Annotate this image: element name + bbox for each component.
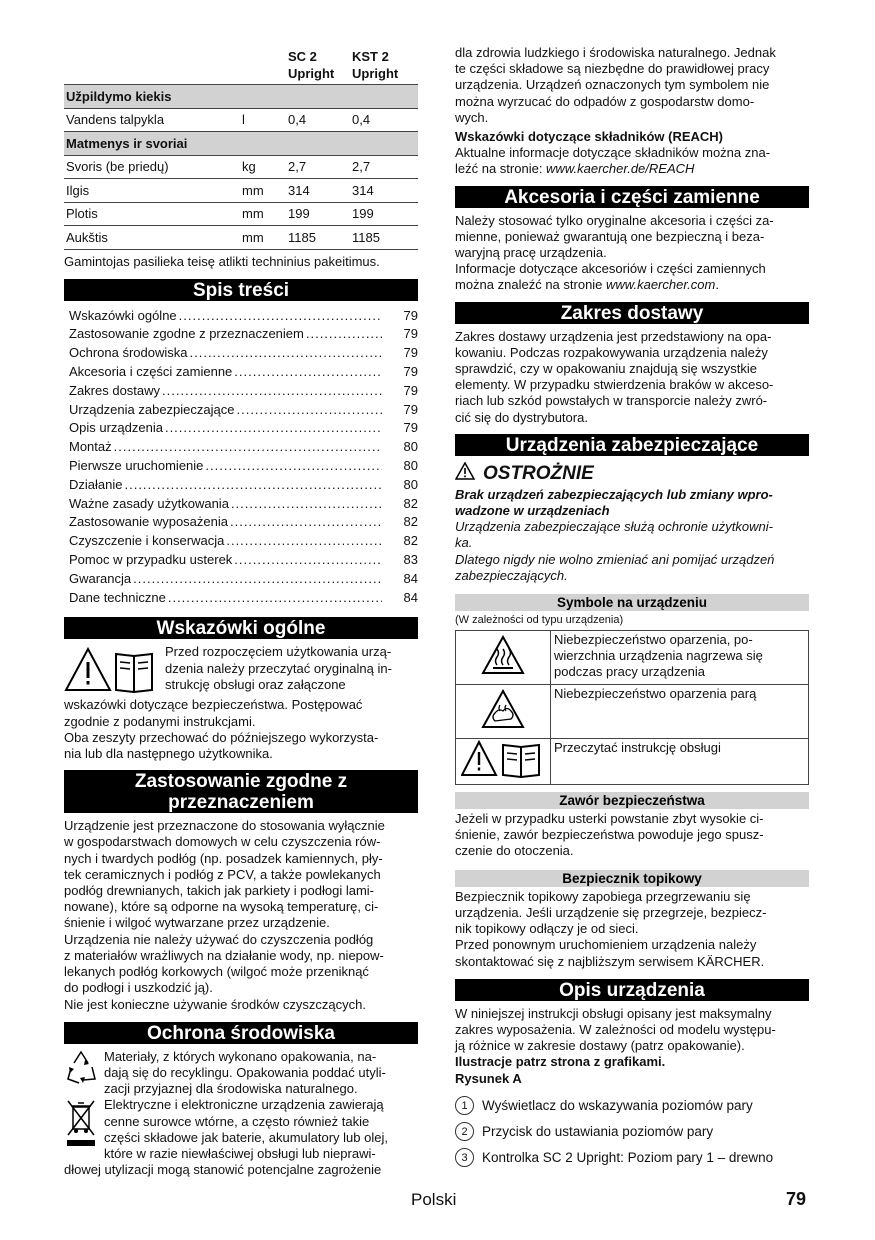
number-circle: 1 bbox=[455, 1096, 474, 1115]
toc-item-title: Ważne zasady użytkowania bbox=[69, 495, 229, 511]
toc-item-title: Zastosowanie zgodne z przeznaczeniem bbox=[69, 326, 304, 342]
table-group-row: Užpildymo kiekis bbox=[64, 85, 418, 109]
toc-item-title: Wskazówki ogólne bbox=[69, 307, 177, 323]
toc-item-title: Montaż bbox=[69, 439, 112, 455]
warning-manual-icon bbox=[64, 646, 159, 697]
text-line: lekanych podłóg korkowych (wilgoć może przeniknąć bbox=[64, 964, 369, 980]
page-number: 79 bbox=[786, 1189, 807, 1209]
environment-continued-text: dla zdrowia ludzkiego i środowiska naturalnego. Jednak te części składowe są niezbędne do prawidłowej pracy urządzenia. Urządzeń oznaczonych tym symbolem nie można wyrzucać do odpadów z gospodarstw domo- wych. Wskazówki dotyczące składników (REACH) Aktualne informacje dotyczące składników można zna- leźć na stronie: www.kaercher.de/REACH bbox=[455, 45, 809, 178]
symbols-table bbox=[455, 630, 809, 785]
table-of-contents bbox=[64, 306, 418, 607]
toc-item-title: Zastosowanie wyposażenia bbox=[69, 514, 228, 530]
section-title-accessories: Akcesoria i części zamienne bbox=[455, 186, 809, 208]
table-row: Przeczytać instrukcję obsługi bbox=[456, 739, 809, 785]
toc-leader-dots bbox=[226, 533, 382, 548]
toc-item-page: 79 bbox=[403, 382, 418, 398]
toc-item-title: Pierwsze uruchomienie bbox=[69, 457, 204, 473]
toc-leader-dots bbox=[179, 308, 382, 323]
text-line: Nie jest konieczne używanie środków czyszczących. bbox=[64, 996, 367, 1012]
technical-data-table bbox=[64, 45, 418, 250]
right-column bbox=[455, 45, 809, 1171]
toc-leader-dots bbox=[162, 383, 382, 398]
table-row: Plotis mm 199 199 bbox=[64, 202, 418, 226]
table-group-row: Matmenys ir svoriai bbox=[64, 132, 418, 156]
table-row: Ilgis mm 314 314 bbox=[64, 179, 418, 203]
safety-valve-text: Jeżeli w przypadku usterki powstanie zbyt wysokie ci- śnienie, zawór bezpieczeństwa powoduje jego spusz- czenie do otoczenia. bbox=[455, 811, 764, 859]
toc-item[interactable] bbox=[64, 437, 418, 456]
toc-leader-dots bbox=[114, 439, 382, 454]
steam-hazard-icon bbox=[481, 717, 525, 732]
section-title-general: Wskazówki ogólne bbox=[64, 617, 418, 639]
toc-item[interactable] bbox=[64, 456, 418, 475]
hot-surface-icon bbox=[481, 663, 525, 678]
section-title-safety: Urządzenia zabezpieczające bbox=[455, 434, 809, 456]
list-item: 3 Kontrolka SC 2 Upright: Poziom pary 1 – drewno bbox=[455, 1145, 809, 1171]
table-row: Svoris (be priedų) kg 2,7 2,7 bbox=[64, 155, 418, 179]
toc-item-title: Zakres dostawy bbox=[69, 382, 161, 398]
technical-changes-note: Gamintojas pasilieka teisę atlikti techninius pakeitimus. bbox=[64, 253, 380, 269]
subsection-thermal-fuse: Bezpiecznik topikowy bbox=[455, 870, 809, 887]
kaercher-link[interactable]: www.kaercher.com bbox=[606, 277, 716, 293]
toc-item[interactable] bbox=[64, 475, 418, 494]
text-line: nych i twardych podłóg (np. posadzek kamiennych, pły- bbox=[64, 850, 383, 866]
text-line: Urządzenie jest przeznaczone do stosowania wyłącznie bbox=[64, 818, 385, 834]
caution-text: Brak urządzeń zabezpieczających lub zmiany wpro- wadzone w urządzeniach Urządzenia zabezpieczające służą ochronie użytkowni- ka. Dlatego nigdy nie wolno zmieniać ani pomijać urządzeń zabezpieczających. bbox=[455, 486, 775, 583]
list-item: 1 Wyświetlacz do wskazywania poziomów pary bbox=[455, 1093, 809, 1119]
toc-item-page: 80 bbox=[403, 439, 418, 455]
reach-heading: Wskazówki dotyczące składników (REACH) bbox=[455, 129, 724, 145]
toc-leader-dots bbox=[234, 552, 382, 567]
recycle-icon bbox=[64, 1049, 104, 1098]
toc-item-title: Urządzenia zabezpieczające bbox=[69, 401, 235, 417]
toc-item-page: 79 bbox=[403, 345, 418, 361]
toc-item-page: 79 bbox=[403, 420, 418, 436]
toc-item-title: Dane techniczne bbox=[69, 589, 166, 605]
thermal-fuse-text: Bezpiecznik topikowy zapobiega przegrzewaniu się urządzenia. Jeśli urządzenie się przegrzeje, bezpiecz- nik topikowy odłączy je od sieci. Przed ponownym uruchomieniem urządzenia należy skontaktować się z najbliższym serwisem KÄRCHER. bbox=[455, 888, 767, 969]
toc-item[interactable] bbox=[64, 362, 418, 381]
toc-leader-dots bbox=[133, 571, 382, 586]
toc-item-title: Czyszczenie i konserwacja bbox=[69, 533, 225, 549]
number-circle: 2 bbox=[455, 1122, 474, 1141]
list-item: 2 Przycisk do ustawiania poziomów pary bbox=[455, 1119, 809, 1145]
toc-item-title: Pomoc w przypadku usterek bbox=[69, 551, 233, 567]
toc-item[interactable] bbox=[64, 381, 418, 400]
toc-item[interactable] bbox=[64, 418, 418, 437]
number-circle: 3 bbox=[455, 1148, 474, 1167]
footer-language: Polski bbox=[411, 1190, 457, 1209]
table-header-row bbox=[64, 45, 418, 85]
text-line: w gospodarstwach domowych w celu czyszczenia rów- bbox=[64, 834, 381, 850]
column-header-sc2: SC 2 Upright bbox=[286, 45, 350, 85]
toc-item[interactable] bbox=[64, 306, 418, 325]
toc-item[interactable] bbox=[64, 343, 418, 362]
toc-item-title: Gwarancja bbox=[69, 570, 132, 586]
toc-item[interactable] bbox=[64, 494, 418, 513]
toc-item-title: Ochrona środowiska bbox=[69, 345, 188, 361]
toc-item-page: 80 bbox=[403, 476, 418, 492]
subsection-safety-valve: Zawór bezpieczeństwa bbox=[455, 792, 809, 809]
text-line: tek ceramicznych i podłóg z PCV, a także powlekanych bbox=[64, 866, 381, 882]
toc-leader-dots bbox=[124, 477, 382, 492]
toc-item-page: 82 bbox=[403, 495, 418, 511]
crossed-bin-icon bbox=[64, 1097, 104, 1162]
section-title-delivery: Zakres dostawy bbox=[455, 302, 809, 324]
description-text: W niniejszej instrukcji obsługi opisany jest maksymalny zakres wyposażenia. W zależności od modelu występu- ją różnice w zakresie dostawy (patrz opakowanie). Ilustracje patrz strona z grafikami. Rysunek A 1 Wyświetlacz do wskazywania poziomów pary 2 Przycisk do ustawiania poziomów pary 3 Kontrolka SC 2 Upright: Poziom pary 1 – drewno bbox=[455, 1006, 809, 1171]
general-notes: Przed rozpoczęciem użytkowania urzą- dzenia należy przeczytać oryginalną in- strukcję obsługi oraz załączone wskazówki dotyczące bezpieczeństwa. Postępować zgodnie z podanymi instrukcjami. Oba zeszyty przechować do późniejszego wykorzysta- nia lub dla następnego użytkownika. bbox=[64, 644, 392, 762]
toc-item-page: 79 bbox=[403, 401, 418, 417]
toc-item-page: 82 bbox=[403, 533, 418, 549]
text-line: Urządzenia nie należy używać do czyszczenia podłóg bbox=[64, 931, 374, 947]
toc-item-page: 83 bbox=[403, 551, 418, 567]
toc-item-page: 82 bbox=[403, 514, 418, 530]
environment-text: Materiały, z których wykonano opakowania, na- dają się do recyklingu. Opakowania poddać utyli- zacji przyjaznej dla środowiska naturalnego. Elektryczne i elektroniczne urządzenia zawierają cenne surowce wtórne, a często również takie części składowe jak baterie, akumulatory lub olej, które w razie niewłaściwej obsługi lub nieprawi- dłowej utylizacji mogą stanowić potencjalne zagrożenie bbox=[64, 1048, 388, 1178]
toc-item-page: 79 bbox=[403, 307, 418, 323]
toc-leader-dots bbox=[236, 402, 382, 417]
toc-item[interactable] bbox=[64, 588, 418, 607]
table-row: Niebezpieczeństwo oparzenia parą bbox=[456, 685, 809, 739]
toc-leader-dots bbox=[230, 514, 382, 529]
text-line: śnienie i wilgoć wytwarzane przez urządzenie. bbox=[64, 915, 330, 931]
toc-item[interactable] bbox=[64, 550, 418, 569]
toc-item-page: 80 bbox=[403, 457, 418, 473]
warning-icon bbox=[455, 462, 475, 486]
toc-item[interactable] bbox=[64, 569, 418, 588]
toc-leader-dots bbox=[168, 590, 382, 605]
toc-item-page: 84 bbox=[403, 589, 418, 605]
toc-item[interactable] bbox=[64, 531, 418, 550]
table-row: Niebezpieczeństwo oparzenia, po- wierzchnia urządzenia nagrzewa się podczas pracy urządzenia bbox=[456, 631, 809, 685]
toc-leader-dots bbox=[231, 496, 382, 511]
toc-leader-dots bbox=[205, 458, 382, 473]
toc-item-page: 79 bbox=[403, 326, 418, 342]
toc-item-title: Działanie bbox=[69, 476, 123, 492]
toc-item[interactable] bbox=[64, 325, 418, 344]
table-row: Aukštis mm 1185 1185 bbox=[64, 226, 418, 250]
toc-item[interactable] bbox=[64, 400, 418, 419]
section-title-intended-use: Zastosowanie zgodne z przeznaczeniem bbox=[64, 770, 418, 813]
toc-leader-dots bbox=[234, 364, 382, 379]
toc-item-page: 84 bbox=[403, 570, 418, 586]
toc-leader-dots bbox=[165, 420, 382, 435]
symbols-note: (W zależności od typu urządzenia) bbox=[455, 614, 624, 627]
subsection-symbols: Symbole na urządzeniu bbox=[455, 594, 809, 611]
accessories-text: Należy stosować tylko oryginalne akcesoria i części za- mienne, ponieważ gwarantują one bezpieczną i beza- waryjną pracę urządzenia. Informacje dotyczące akcesoriów i części zamiennych można znaleźć na stronie www.kaercher.com. bbox=[455, 212, 774, 293]
toc-leader-dots bbox=[306, 326, 382, 341]
left-column bbox=[64, 45, 418, 1178]
section-title-environment: Ochrona środowiska bbox=[64, 1022, 418, 1044]
text-line: do podłogi i uszkodzić ją). bbox=[64, 980, 213, 996]
intended-use-text bbox=[64, 818, 418, 1012]
column-header-kst2: KST 2 Upright bbox=[350, 45, 418, 85]
toc-leader-dots bbox=[190, 345, 383, 360]
read-manual-icon bbox=[461, 766, 545, 781]
section-title-description: Opis urządzenia bbox=[455, 979, 809, 1001]
text-line: z materiałów wrażliwych na działanie wody, np. niepow- bbox=[64, 947, 384, 963]
toc-item[interactable] bbox=[64, 512, 418, 531]
section-title-toc: Spis treści bbox=[64, 279, 418, 301]
caution-heading: OSTROŻNIE bbox=[455, 462, 809, 486]
toc-item-title: Akcesoria i części zamienne bbox=[69, 363, 233, 379]
toc-item-page: 79 bbox=[403, 363, 418, 379]
reach-link[interactable]: www.kaercher.de/REACH bbox=[546, 161, 695, 177]
text-line: podłóg drewnianych, takich jak parkiety i podłogi lami- bbox=[64, 883, 374, 899]
delivery-text: Zakres dostawy urządzenia jest przedstawiony na opa- kowaniu. Podczas rozpakowywania urządzenia należy sprawdzić, czy w opakowaniu znajdują się wszystkie elementy. W przypadku stwierdzenia braków w akceso- riach lub szkód powstałych w transporcie należy zwró- cić się do dystrybutora. bbox=[455, 328, 774, 425]
text-line: nowane), które są odporne na wysoką temperaturę, ci- bbox=[64, 899, 379, 915]
table-row: Vandens talpykla l 0,4 0,4 bbox=[64, 108, 418, 132]
toc-item-title: Opis urządzenia bbox=[69, 420, 163, 436]
